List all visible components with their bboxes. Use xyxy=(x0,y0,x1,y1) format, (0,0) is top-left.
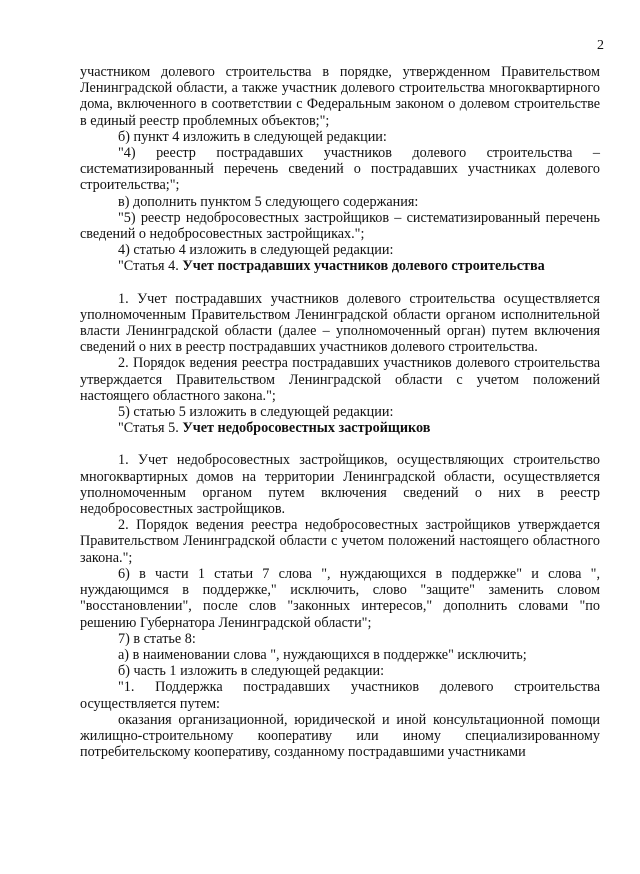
paragraph-item-4-text: "4) реестр пострадавших участников долевого строительства – систематизированный перечень сведений о пострадавших участниках долевого строительства;"; xyxy=(80,145,600,194)
paragraph-support-consultation: оказания организационной, юридической и иной консультационной помощи жилищно-строительному кооперативу или иному специализированному потребительскому кооперативу, созданному пострадавшими участниками xyxy=(80,711,600,761)
paragraph-item-4-article: 4) статью 4 изложить в следующей редакции: xyxy=(118,242,394,259)
paragraph-item-v: в) дополнить пунктом 5 следующего содержания: xyxy=(118,193,419,210)
paragraph-item-7: 7) в статье 8: xyxy=(118,630,196,647)
article-5-prefix: "Статья 5. xyxy=(118,420,183,437)
article-5-title: Учет недобросовестных застройщиков xyxy=(182,420,431,437)
paragraph-item-6: 6) в части 1 статьи 7 слова ", нуждающихся в поддержке" и слова ", нуждающимся в поддержке," исключить, слово "защите" заменить словом "восстановлении", после слов "законных интересов," дополнить словами "по решению Губернатора Ленинградской области"; xyxy=(80,565,600,631)
spacer xyxy=(80,436,600,452)
paragraph-item-b: б) пункт 4 изложить в следующей редакции: xyxy=(118,128,387,145)
article-5-paragraph-2: 2. Порядок ведения реестра недобросовестных застройщиков утверждается Правительством Ленинградской области с учетом положений настоящего областного закона."; xyxy=(80,517,600,566)
article-4-prefix: "Статья 4. xyxy=(118,258,183,275)
article-4-paragraph-1: 1. Учет пострадавших участников долевого строительства осуществляется уполномоченным Правительством Ленинградской области органом исполнительной власти Ленинградской области (далее – уполномоченный орган) путем включения сведений о них в реестр пострадавших участников долевого строительства. xyxy=(80,290,600,356)
article-5-heading xyxy=(80,420,600,436)
document-body xyxy=(80,64,600,760)
article-4-paragraph-2: 2. Порядок ведения реестра пострадавших участников долевого строительства утверждается Правительством Ленинградской области с учетом положений настоящего областного закона."; xyxy=(80,355,600,404)
paragraph-item-5-article: 5) статью 5 изложить в следующей редакции: xyxy=(118,404,394,421)
page-number: 2 xyxy=(597,38,604,53)
paragraph-continuation: участником долевого строительства в порядке, утвержденном Правительством Ленинградской области, а также участник долевого строительства многоквартирного дома, включенного в соответствии с Федеральным законом о долевом строительстве в единый реестр проблемных объектов;"; xyxy=(80,64,600,129)
paragraph-item-7-a: а) в наименовании слова ", нуждающихся в поддержке" исключить; xyxy=(118,646,527,663)
paragraph-item-7-b: б) часть 1 изложить в следующей редакции: xyxy=(118,663,385,680)
article-4-heading xyxy=(80,258,600,274)
paragraph-support-1: "1. Поддержка пострадавших участников долевого строительства осуществляется путем: xyxy=(80,679,600,712)
spacer xyxy=(80,275,600,291)
article-4-title: Учет пострадавших участников долевого строительства xyxy=(182,258,545,275)
paragraph-item-5-text: "5) реестр недобросовестных застройщиков – систематизированный перечень сведений о недобросовестных застройщиках."; xyxy=(80,209,600,243)
article-5-paragraph-1: 1. Учет недобросовестных застройщиков, осуществляющих строительство многоквартирных домов на территории Ленинградской области, осуществляется уполномоченным органом путем включения сведений о них в реестр недобросовестных застройщиков. xyxy=(80,452,600,518)
